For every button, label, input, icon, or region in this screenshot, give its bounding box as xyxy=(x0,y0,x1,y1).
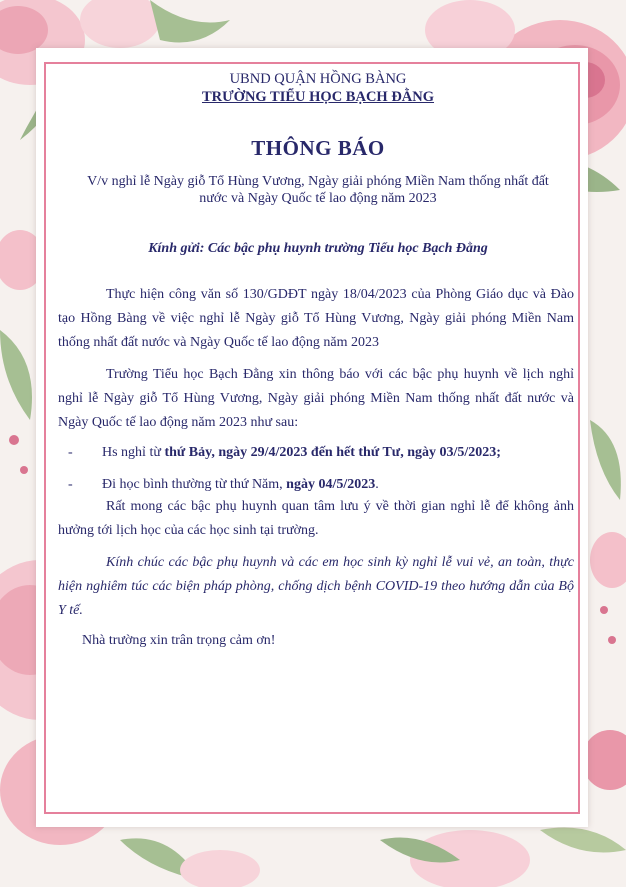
bullet-return-date xyxy=(58,475,578,495)
paragraph-wishes: Kính chúc các bậc phụ huynh và các em học sinh kỳ nghỉ lễ vui vẻ, an toàn, thực hiện nghiêm túc các biện pháp phòng, chống dịch bệnh COVID-19 theo hướng dẫn của Bộ Y tế. xyxy=(58,555,574,618)
bullet-text: Đi học bình thường từ thứ Năm, xyxy=(102,477,287,492)
bullet-dates: thứ Bảy, ngày 29/4/2023 đến hết thứ Tư, ngày 03/5/2023; xyxy=(164,445,501,460)
paragraph-reminder: Rất mong các bậc phụ huynh quan tâm lưu ý về thời gian nghỉ lễ để không ảnh hưởng tới lịch học của các học sinh tại trường. xyxy=(58,499,574,538)
notice-content xyxy=(58,66,578,649)
bullet-dash: - xyxy=(68,477,73,492)
bullet-holiday-period xyxy=(58,443,578,463)
letterhead xyxy=(58,70,578,106)
rose-bottom-right xyxy=(380,828,626,887)
school-name: TRƯỜNG TIỂU HỌC BẠCH ĐẰNG xyxy=(201,89,435,105)
bullet-suffix: . xyxy=(375,477,379,492)
notice-subject: V/v nghỉ lễ Ngày giỗ Tổ Hùng Vương, Ngày giải phóng Miền Nam thống nhất đất nước và Ngày Quốc tế lao động năm 2023 xyxy=(87,174,549,206)
bullet-dash: - xyxy=(68,445,73,460)
greeting: Kính gửi: Các bậc phụ huynh trường Tiểu học Bạch Đằng xyxy=(148,241,488,256)
notice-title: THÔNG BÁO xyxy=(251,136,385,160)
bullet-date: ngày 04/5/2023 xyxy=(286,477,376,492)
rose-right xyxy=(582,420,626,790)
bullet-text: Hs nghỉ từ xyxy=(102,445,165,460)
paragraph-announcement: Trường Tiểu học Bạch Đằng xin thông báo với các bậc phụ huynh về lịch nghỉ nghỉ lễ Ngày giỗ Tổ Hùng Vương, Ngày giải phóng Miền Nam thống nhất đất nước và Ngày Quốc tế lao động năm 2023 như sau: xyxy=(58,367,574,430)
organization-name: UBND QUẬN HỒNG BÀNG xyxy=(229,71,407,87)
paragraph-reference: Thực hiện công văn số 130/GDĐT ngày 18/04/2023 của Phòng Giáo dục và Đào tạo Hồng Bàng về việc nghỉ lễ Ngày giỗ Tổ Hùng Vương, Ngày giải phóng Miền Nam thống nhất đất nước và Ngày Quốc tế lao động năm 2023 xyxy=(58,287,574,350)
closing-thanks: Nhà trường xin trân trọng cảm ơn! xyxy=(82,633,276,648)
